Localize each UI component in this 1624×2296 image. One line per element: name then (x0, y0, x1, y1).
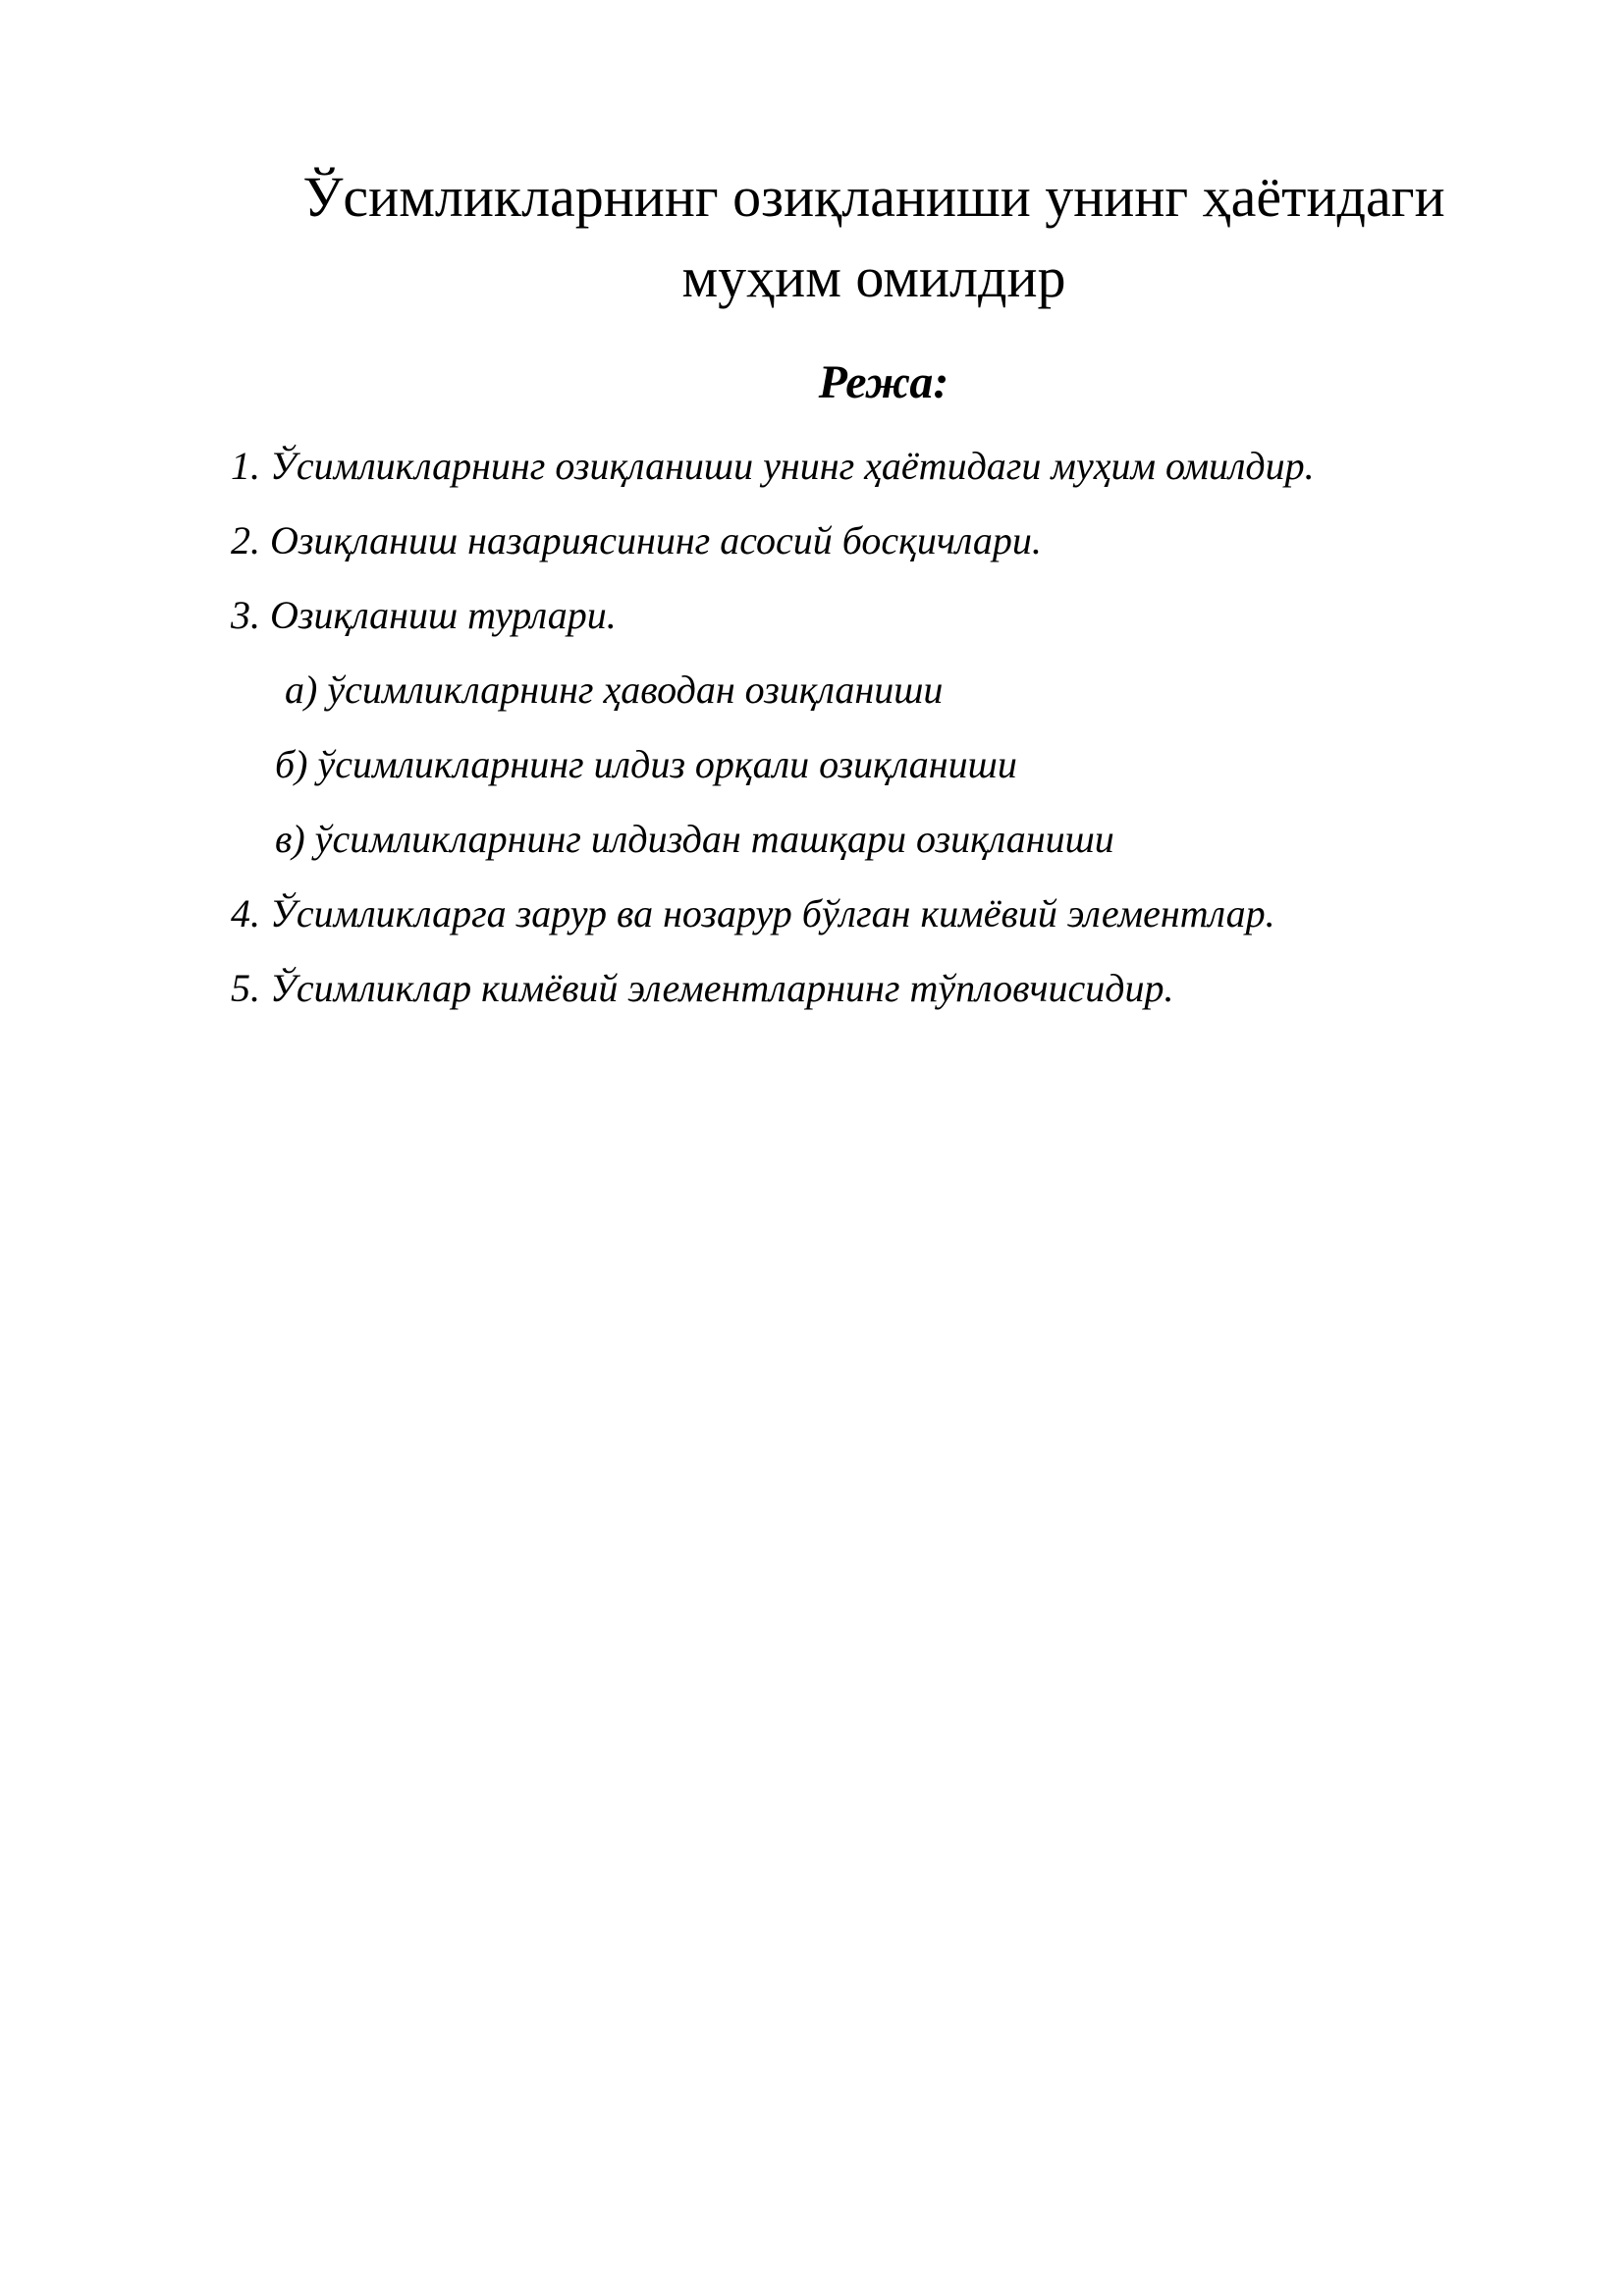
plan-subitem-a: а) ўсимликларнинг ҳаводан озиқланиши (285, 667, 944, 712)
document-title (226, 157, 1522, 318)
plan-item-1: 1. Ўсимликларнинг озиқланиши унинг ҳаётидаги муҳим омилдир. (231, 444, 1315, 488)
plan-item-5: 5. Ўсимликлар кимёвий элементларнинг тўпловчисидир. (231, 966, 1174, 1010)
plan-subitem-b: б) ўсимликларнинг илдиз орқали озиқланиши (275, 742, 1017, 786)
title-line-1: Ўсимликларнинг озиқланиши унинг ҳаётидаги (302, 165, 1445, 229)
plan-item-3: 3. Озиқланиш турлари. (231, 593, 617, 637)
plan-heading: Режа: (818, 356, 949, 408)
title-line-2: муҳим омилдир (681, 245, 1066, 309)
plan-item-4: 4. Ўсимликларга зарур ва нозарур бўлган кимёвий элементлар. (231, 891, 1275, 935)
plan-item-2: 2. Озиқланиш назариясининг асосий босқичлари. (231, 518, 1042, 562)
plan-subitem-c: в) ўсимликларнинг илдиздан ташқари озиқланиши (275, 817, 1114, 861)
